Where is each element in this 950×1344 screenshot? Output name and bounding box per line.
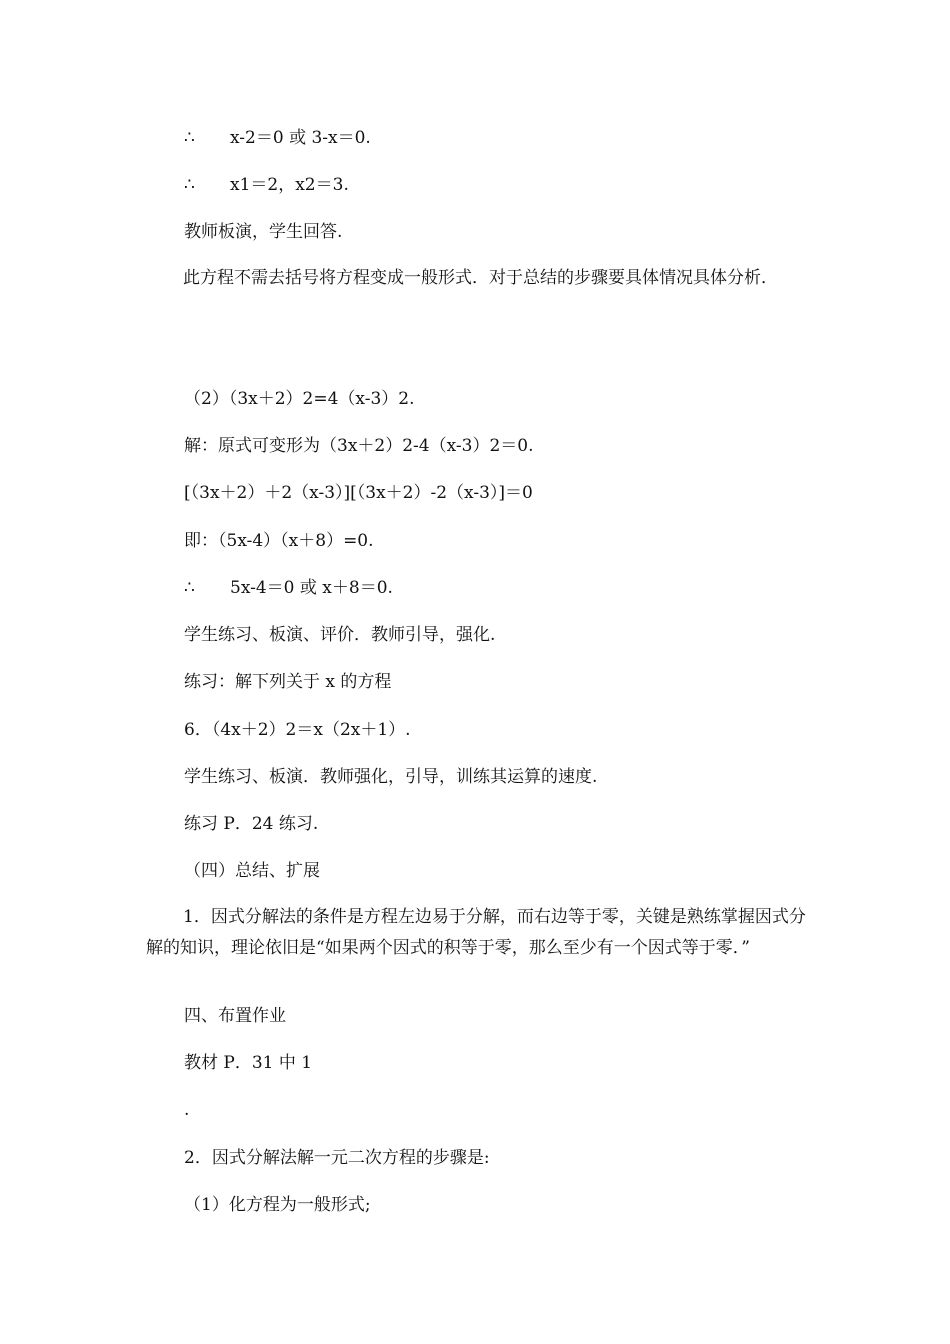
student-practice-note: 学生练习、板演、评价．教师引导，强化. bbox=[184, 625, 496, 645]
solution-step-2: [（3x＋2）＋2（x-3）][（3x＋2）-2（x-3）]＝0 bbox=[184, 483, 533, 503]
example-2-equation: （2）（3x＋2）2=4（x-3）2. bbox=[184, 389, 415, 409]
therefore-symbol: ∴ bbox=[184, 128, 195, 148]
practice-reference: 练习 P．24 练习. bbox=[184, 814, 319, 834]
therefore-line-1 bbox=[184, 126, 371, 150]
equation-text: x-2＝0 或 3-x＝0. bbox=[230, 128, 371, 148]
section-heading-summary: （四）总结、扩展 bbox=[184, 861, 320, 881]
equation-text: 5x-4＝0 或 x＋8＝0. bbox=[230, 578, 393, 598]
step-1: （1）化方程为一般形式; bbox=[184, 1195, 371, 1215]
teacher-note: 教师板演，学生回答. bbox=[184, 222, 343, 242]
period-line: . bbox=[184, 1100, 190, 1120]
summary-paragraph: 1．因式分解法的条件是方程左边易于分解，而右边等于零，关键是熟练掌握因式分解的知识，理论依旧是“如果两个因式的积等于零，那么至少有一个因式等于零．” bbox=[146, 907, 806, 958]
equation-text: x1＝2，x2＝3. bbox=[230, 175, 349, 195]
exercise-6: 6．（4x＋2）2＝x（2x＋1）. bbox=[184, 720, 411, 740]
therefore-symbol: ∴ bbox=[184, 175, 195, 195]
therefore-symbol: ∴ bbox=[184, 578, 195, 598]
method-paragraph: 此方程不需去括号将方程变成一般形式．对于总结的步骤要具体情况具体分析． bbox=[183, 268, 778, 288]
therefore-line-2 bbox=[184, 173, 349, 197]
homework-reference: 教材 P．31 中 1 bbox=[184, 1053, 313, 1073]
exercise-heading: 练习：解下列关于 x 的方程 bbox=[184, 672, 392, 692]
section-heading-homework: 四、布置作业 bbox=[184, 1006, 286, 1026]
therefore-line-3 bbox=[184, 576, 393, 600]
solution-step-1: 解：原式可变形为（3x＋2）2-4（x-3）2＝0. bbox=[184, 436, 534, 456]
student-practice-note-2: 学生练习、板演．教师强化，引导，训练其运算的速度. bbox=[184, 767, 598, 787]
solution-step-3: 即：（5x-4）（x＋8）=0. bbox=[184, 531, 374, 551]
steps-heading: 2．因式分解法解一元二次方程的步骤是: bbox=[184, 1148, 490, 1168]
